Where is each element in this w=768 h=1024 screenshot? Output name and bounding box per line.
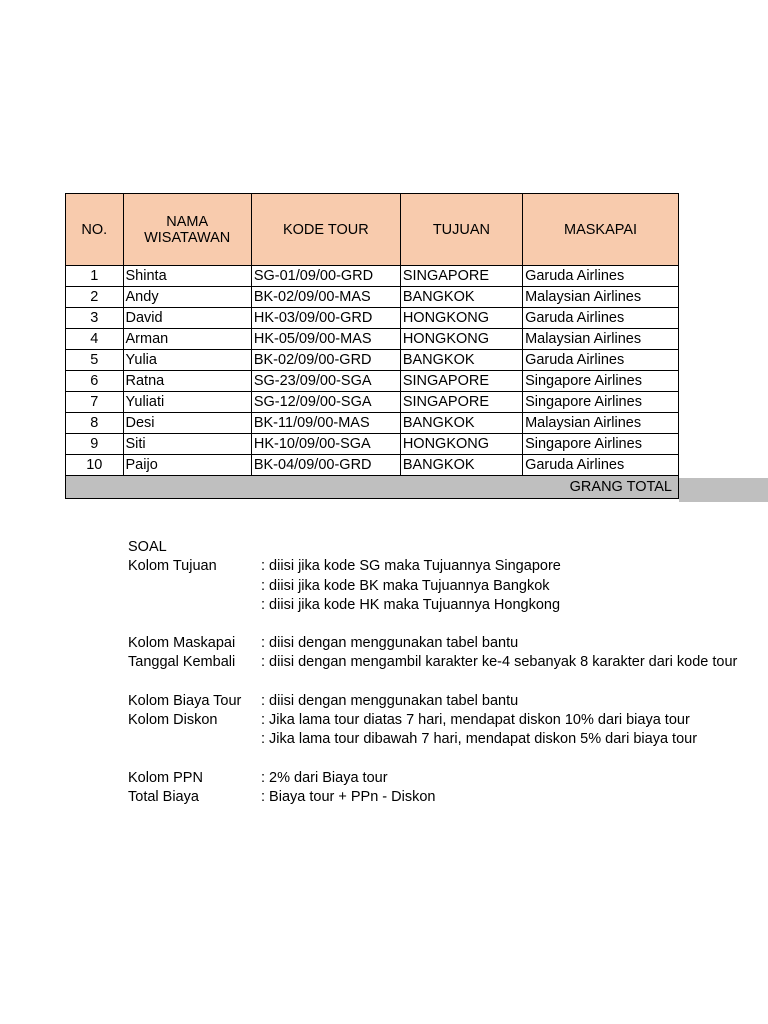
note-row	[128, 711, 690, 730]
cell-maskapai[interactable]: Garuda Airlines	[523, 350, 679, 371]
data-table-area	[65, 193, 679, 503]
table-row	[66, 413, 679, 434]
cell-no[interactable]: 2	[66, 287, 124, 308]
cell-no[interactable]: 7	[66, 392, 124, 413]
cell-kode-tour[interactable]: BK-04/09/00-GRD	[251, 455, 400, 476]
header-nama-line1: NAMA	[166, 213, 209, 230]
cell-tujuan[interactable]: BANGKOK	[400, 350, 522, 371]
cell-maskapai[interactable]: Garuda Airlines	[523, 308, 679, 329]
cell-nama[interactable]: Shinta	[123, 266, 251, 287]
tour-table	[65, 193, 679, 499]
cell-no[interactable]: 10	[66, 455, 124, 476]
note-row	[128, 634, 679, 653]
cell-kode-tour[interactable]: BK-02/09/00-GRD	[251, 350, 400, 371]
cell-tujuan[interactable]: SINGAPORE	[400, 371, 522, 392]
cell-tujuan[interactable]: BANGKOK	[400, 413, 522, 434]
cell-kode-tour[interactable]: BK-11/09/00-MAS	[251, 413, 400, 434]
table-row	[66, 350, 679, 371]
cell-tujuan[interactable]: SINGAPORE	[400, 392, 522, 413]
note-row	[128, 788, 679, 807]
cell-nama[interactable]: Yuliati	[123, 392, 251, 413]
cell-maskapai[interactable]: Singapore Airlines	[523, 434, 679, 455]
cell-maskapai[interactable]: Garuda Airlines	[523, 266, 679, 287]
cell-nama[interactable]: Andy	[123, 287, 251, 308]
table-row	[66, 287, 679, 308]
note-row	[128, 557, 679, 576]
cell-maskapai[interactable]: Singapore Airlines	[523, 392, 679, 413]
cell-kode-tour[interactable]: HK-10/09/00-SGA	[251, 434, 400, 455]
note-text: : Jika lama tour dibawah 7 hari, mendapat diskon 5% dari biaya tour	[261, 731, 698, 748]
notes-section	[128, 538, 738, 807]
notes-heading-row	[128, 538, 679, 557]
note-text: : diisi dengan mengambil karakter ke-4 sebanyak 8 karakter dari kode tour	[261, 654, 738, 671]
table-row	[66, 308, 679, 329]
header-nama-wisatawan[interactable]	[123, 194, 251, 266]
note-row	[128, 596, 679, 615]
note-row	[128, 653, 738, 672]
cell-no[interactable]: 1	[66, 266, 124, 287]
table-row	[66, 455, 679, 476]
cell-no[interactable]: 5	[66, 350, 124, 371]
note-label: Kolom Biaya Tour	[128, 692, 242, 709]
cell-no[interactable]: 4	[66, 329, 124, 350]
note-text: : Jika lama tour diatas 7 hari, mendapat diskon 10% dari biaya tour	[261, 712, 690, 729]
table-row	[66, 266, 679, 287]
note-text: : diisi dengan menggunakan tabel bantu	[261, 635, 519, 652]
cell-maskapai[interactable]: Malaysian Airlines	[523, 413, 679, 434]
grand-total-row	[66, 476, 679, 499]
cell-tujuan[interactable]: HONGKONG	[400, 434, 522, 455]
table-row	[66, 392, 679, 413]
table-row	[66, 329, 679, 350]
note-row	[128, 692, 679, 711]
cell-kode-tour[interactable]: HK-03/09/00-GRD	[251, 308, 400, 329]
note-row	[128, 769, 679, 788]
cell-no[interactable]: 6	[66, 371, 124, 392]
note-spacer	[128, 673, 679, 692]
table-row	[66, 371, 679, 392]
cell-nama[interactable]: Ratna	[123, 371, 251, 392]
cell-kode-tour[interactable]: SG-01/09/00-GRD	[251, 266, 400, 287]
header-kode-tour[interactable]: KODE TOUR	[251, 194, 400, 266]
cell-maskapai[interactable]: Malaysian Airlines	[523, 287, 679, 308]
header-nama-line2: WISATAWAN	[144, 229, 231, 246]
note-label: Tanggal Kembali	[128, 654, 236, 671]
cell-maskapai[interactable]: Malaysian Airlines	[523, 329, 679, 350]
cell-kode-tour[interactable]: SG-23/09/00-SGA	[251, 371, 400, 392]
notes-heading: SOAL	[128, 539, 167, 555]
cell-tujuan[interactable]: HONGKONG	[400, 329, 522, 350]
note-row	[128, 730, 698, 749]
cell-tujuan[interactable]: HONGKONG	[400, 308, 522, 329]
cell-nama[interactable]: Desi	[123, 413, 251, 434]
note-label: Kolom Diskon	[128, 712, 218, 729]
cell-no[interactable]: 9	[66, 434, 124, 455]
note-text: : diisi dengan menggunakan tabel bantu	[261, 692, 519, 709]
note-text: : Biaya tour + PPn - Diskon	[261, 788, 436, 805]
note-label: Kolom Tujuan	[128, 558, 217, 575]
grand-total-value-cell[interactable]	[679, 478, 768, 502]
note-spacer	[128, 615, 679, 634]
grand-total-label[interactable]: GRANG TOTAL	[66, 476, 679, 499]
note-label: Kolom Maskapai	[128, 635, 236, 652]
cell-nama[interactable]: Arman	[123, 329, 251, 350]
cell-no[interactable]: 3	[66, 308, 124, 329]
header-tujuan[interactable]: TUJUAN	[400, 194, 522, 266]
note-text: : diisi jika kode BK maka Tujuannya Bangkok	[261, 577, 550, 594]
cell-maskapai[interactable]: Garuda Airlines	[523, 455, 679, 476]
note-spacer	[128, 750, 679, 769]
cell-nama[interactable]: Siti	[123, 434, 251, 455]
header-no[interactable]: NO.	[66, 194, 124, 266]
note-label: Kolom PPN	[128, 769, 203, 786]
note-text: : 2% dari Biaya tour	[261, 769, 388, 786]
table-header-row	[66, 194, 679, 266]
cell-kode-tour[interactable]: SG-12/09/00-SGA	[251, 392, 400, 413]
table-row	[66, 434, 679, 455]
cell-maskapai[interactable]: Singapore Airlines	[523, 371, 679, 392]
header-maskapai[interactable]: MASKAPAI	[523, 194, 679, 266]
note-text: : diisi jika kode HK maka Tujuannya Hongkong	[261, 596, 561, 613]
cell-tujuan[interactable]: SINGAPORE	[400, 266, 522, 287]
cell-nama[interactable]: Yulia	[123, 350, 251, 371]
note-text: : diisi jika kode SG maka Tujuannya Singapore	[261, 558, 561, 575]
cell-kode-tour[interactable]: BK-02/09/00-MAS	[251, 287, 400, 308]
cell-tujuan[interactable]: BANGKOK	[400, 455, 522, 476]
cell-no[interactable]: 8	[66, 413, 124, 434]
note-row	[128, 577, 679, 596]
cell-kode-tour[interactable]: HK-05/09/00-MAS	[251, 329, 400, 350]
note-label: Total Biaya	[128, 788, 199, 805]
cell-nama[interactable]: David	[123, 308, 251, 329]
cell-nama[interactable]: Paijo	[123, 455, 251, 476]
cell-tujuan[interactable]: BANGKOK	[400, 287, 522, 308]
